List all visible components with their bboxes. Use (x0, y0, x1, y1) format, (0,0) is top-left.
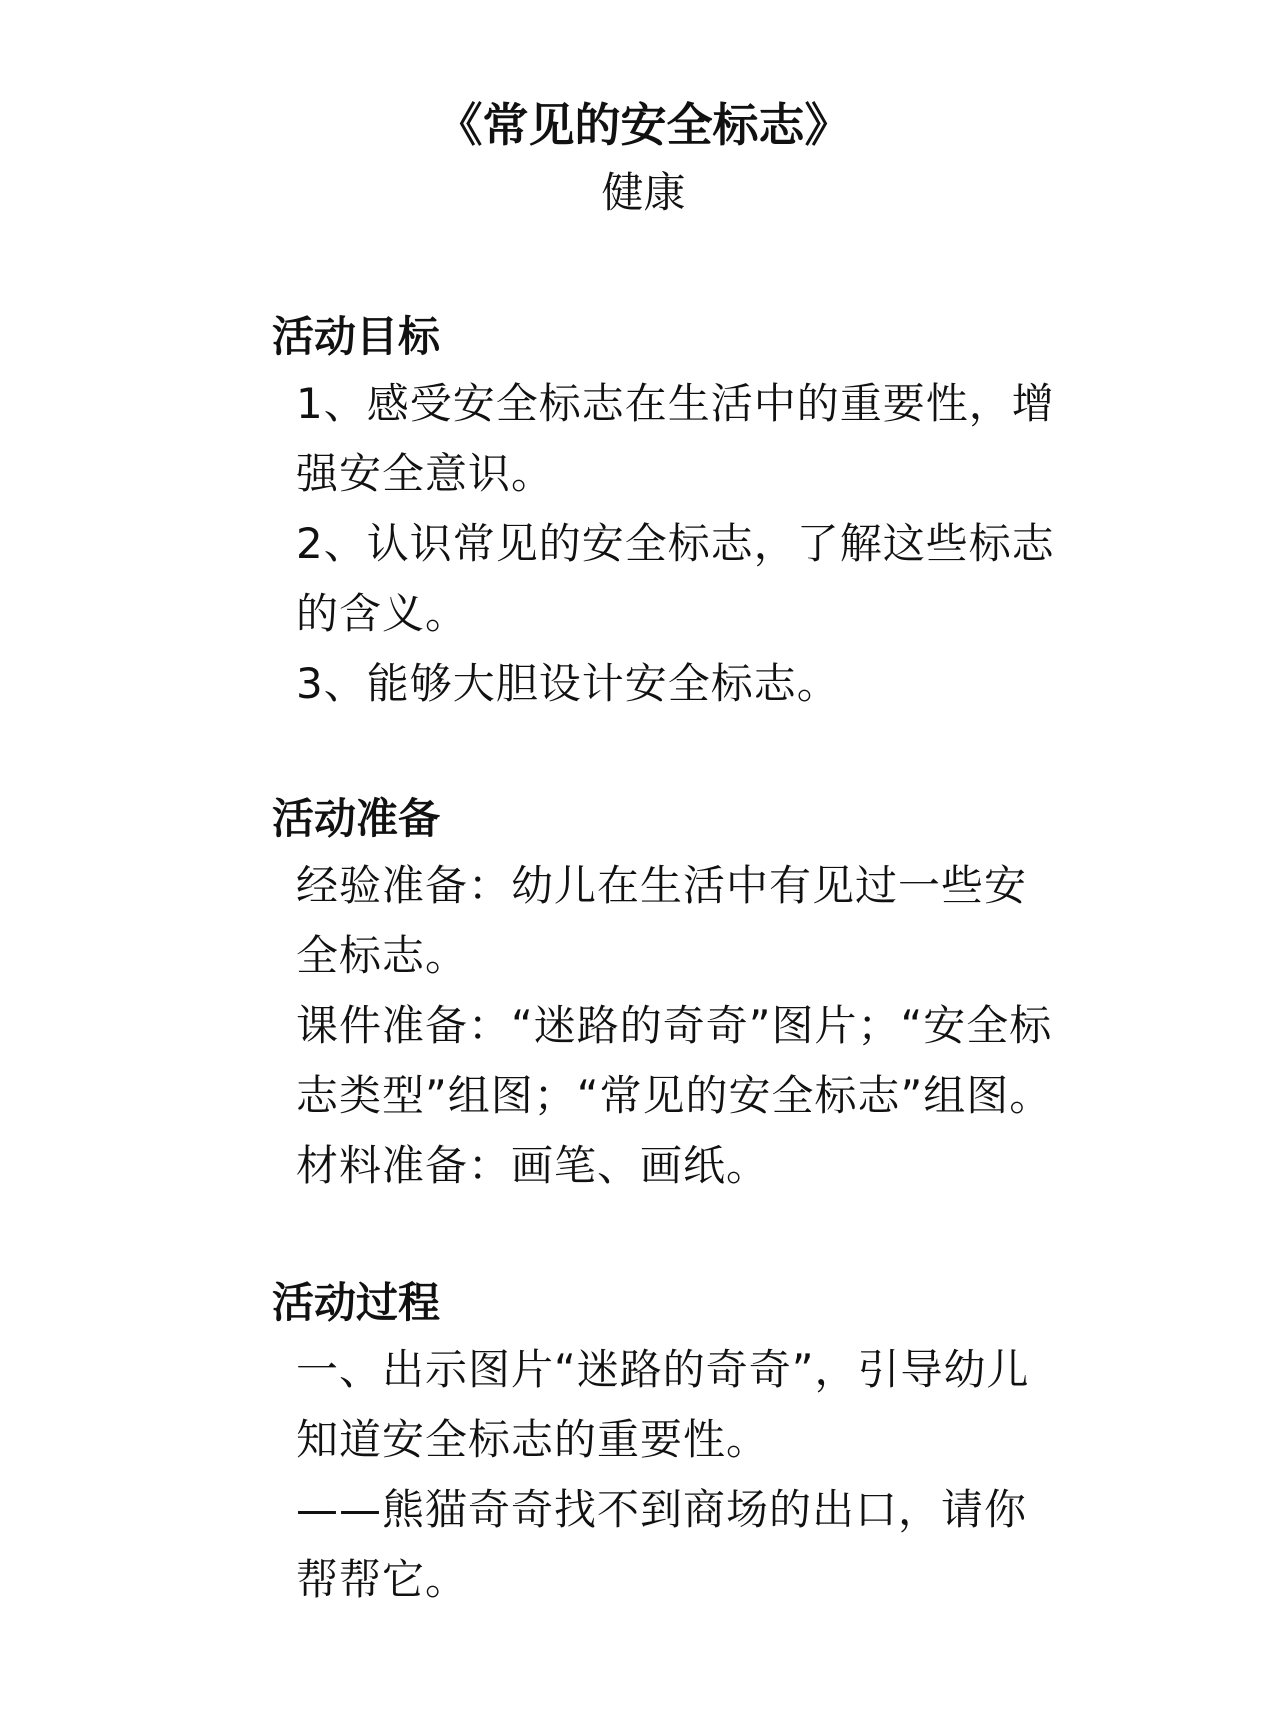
document-title: 《常见的安全标志》 (436, 98, 851, 152)
preparation-item: 材料准备：画笔、画纸。 (296, 1141, 770, 1190)
section-body (296, 369, 1056, 719)
goal-item: 3、能够大胆设计安全标志。 (296, 659, 840, 708)
section-heading: 活动过程 (272, 1278, 441, 1327)
section-body (296, 1335, 1056, 1615)
process-step: ——熊猫奇奇找不到商场的出口，请你帮帮它。 (296, 1485, 1028, 1604)
section-heading: 活动目标 (272, 312, 441, 361)
section-activity-goals (272, 305, 1055, 719)
goal-item: 2、认识常见的安全标志，了解这些标志的含义。 (296, 519, 1055, 638)
section-heading: 活动准备 (272, 794, 441, 843)
goal-item: 1、感受安全标志在生活中的重要性，增强安全意识。 (296, 379, 1055, 498)
process-step: 一、出示图片“迷路的奇奇”，引导幼儿知道安全标志的重要性。 (296, 1345, 1030, 1464)
section-body (296, 851, 1056, 1201)
preparation-item: 经验准备：幼儿在生活中有见过一些安全标志。 (296, 861, 1028, 980)
document-content (272, 305, 1055, 1615)
section-activity-preparation (272, 787, 1052, 1201)
document-subtitle: 健康 (601, 168, 686, 217)
section-activity-process (272, 1271, 1052, 1615)
preparation-item: 课件准备：“迷路的奇奇”图片；“安全标志类型”组图；“常见的安全标志”组图。 (296, 1001, 1053, 1120)
